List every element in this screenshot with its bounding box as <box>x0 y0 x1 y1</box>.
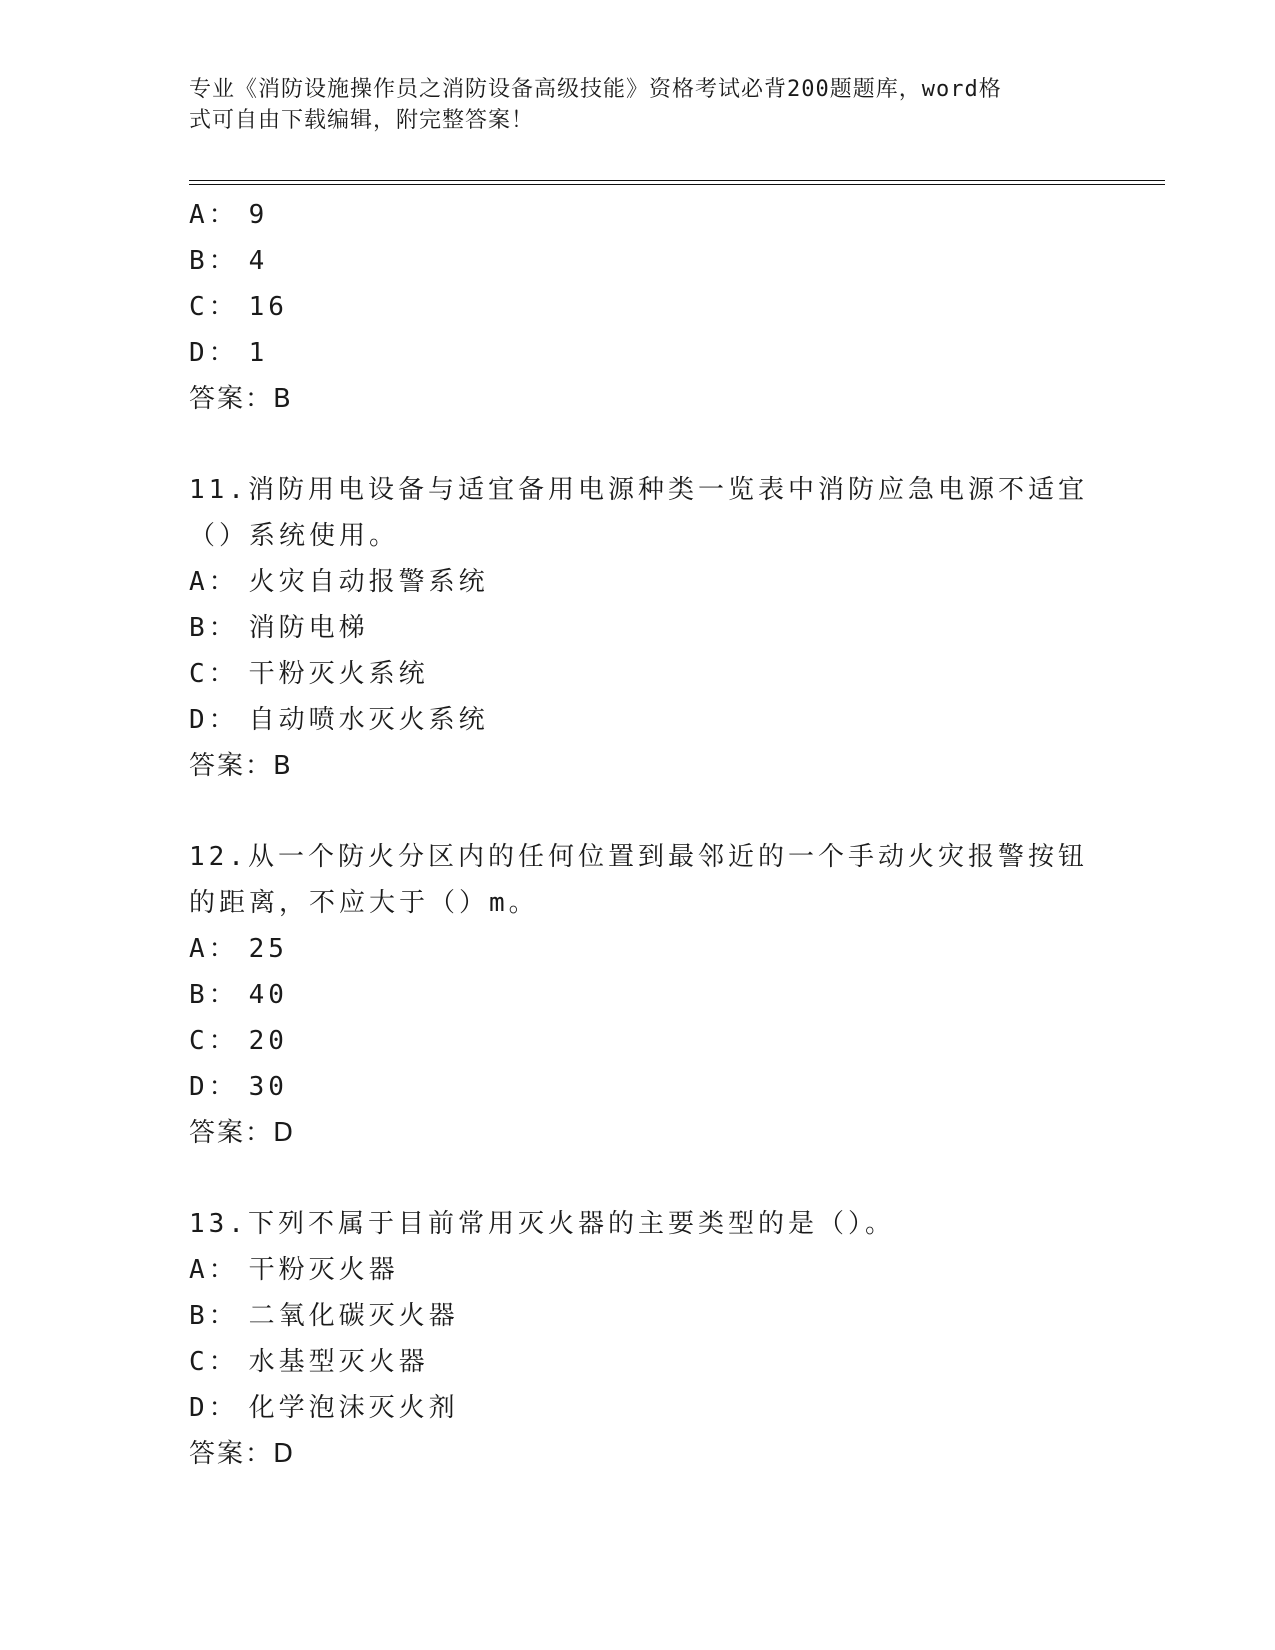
option-c: C： 干粉灭火系统 <box>189 659 429 689</box>
option-c: C： 20 <box>189 1026 288 1056</box>
document-header <box>189 74 1089 136</box>
option-b: B： 消防电梯 <box>189 613 369 643</box>
header-line-1: 专业《消防设施操作员之消防设备高级技能》资格考试必背200题题库，word格 <box>189 77 1002 102</box>
option-d: D： 化学泡沫灭火剂 <box>189 1393 459 1423</box>
option-d: D： 30 <box>189 1072 288 1102</box>
answer-line: 答案：B <box>189 384 293 414</box>
question-stem: 13.下列不属于目前常用灭火器的主要类型的是（）。 <box>189 1209 895 1239</box>
question-block <box>189 834 1089 1156</box>
question-list <box>189 192 1089 1477</box>
question-block <box>189 467 1089 789</box>
option-d: D： 1 <box>189 338 269 368</box>
answer-line: 答案：D <box>189 1439 296 1469</box>
header-divider <box>189 180 1165 185</box>
question-stem: 11.消防用电设备与适宜备用电源种类一览表中消防应急电源不适宜（）系统使用。 <box>189 475 1088 551</box>
answer-line: 答案：B <box>189 751 293 781</box>
option-a: A： 干粉灭火器 <box>189 1255 399 1285</box>
option-a: A： 9 <box>189 200 269 230</box>
option-b: B： 4 <box>189 246 269 276</box>
question-stem: 12.从一个防火分区内的任何位置到最邻近的一个手动火灾报警按钮的距离，不应大于（）m。 <box>189 842 1088 918</box>
question-block <box>189 192 1089 422</box>
question-block <box>189 1201 1089 1477</box>
option-b: B： 40 <box>189 980 288 1010</box>
option-b: B： 二氧化碳灭火器 <box>189 1301 459 1331</box>
option-c: C： 16 <box>189 292 288 322</box>
option-d: D： 自动喷水灭火系统 <box>189 705 489 735</box>
answer-line: 答案：D <box>189 1118 296 1148</box>
option-c: C： 水基型灭火器 <box>189 1347 429 1377</box>
option-a: A： 火灾自动报警系统 <box>189 567 489 597</box>
header-line-2: 式可自由下载编辑，附完整答案！ <box>189 108 535 133</box>
option-a: A： 25 <box>189 934 288 964</box>
